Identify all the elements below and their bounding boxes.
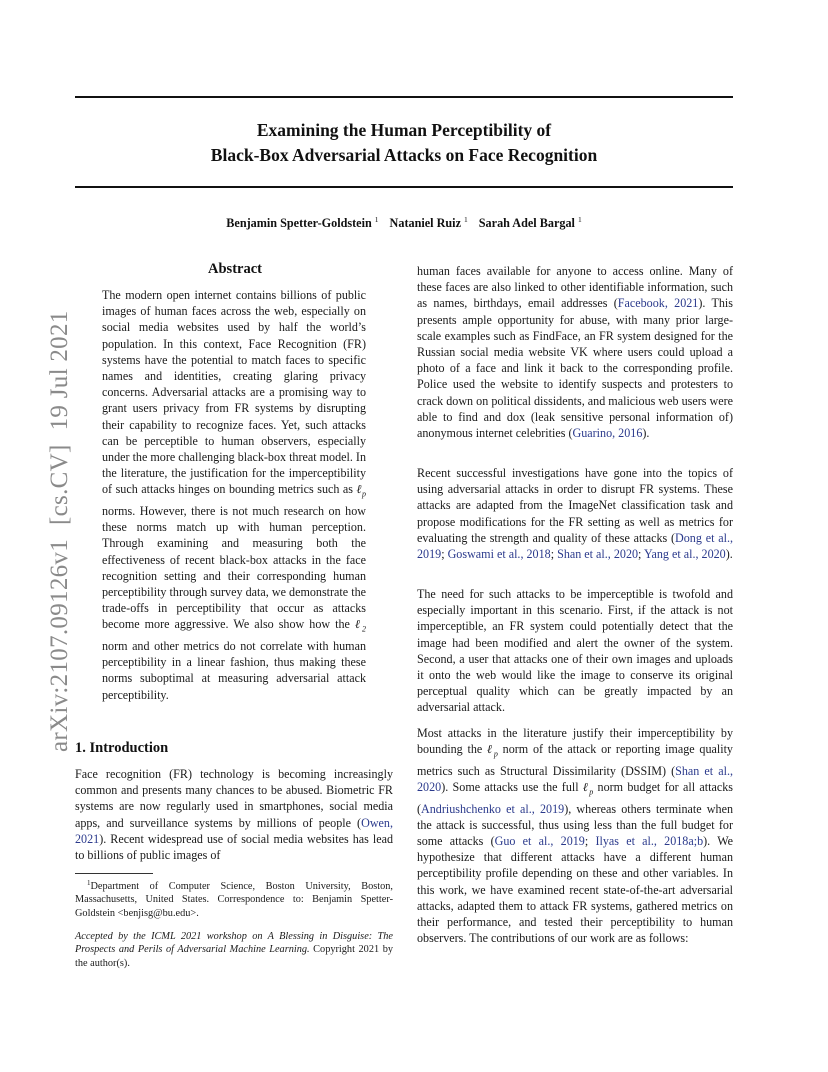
abstract-body [102,287,366,703]
math-lp [582,780,594,797]
abstract-heading: Abstract [208,261,262,277]
citation-link[interactable]: Yang et al., 2020 [643,547,726,562]
citation-link[interactable]: Goswami et al., 2018 [447,547,551,562]
arxiv-category: [cs.CV] [46,444,73,525]
body-text: norm of the attack or reporting image quality metrics such as Structural Dissimilarity (DSSIM) ( [417,742,733,778]
body-text: ). Some attacks use the full [441,780,583,795]
affiliation-marker: 1 [463,215,468,224]
citation-link[interactable]: Ilyas et al., 2018a;b [595,834,704,849]
body-text: ). [642,426,650,441]
math-sub: p [589,787,594,797]
body-text: ). Recent widespread use of social media websites has lead to billions of public images of [75,831,393,863]
citation-link[interactable]: Guo et al., 2019 [494,834,585,849]
abstract-text: The modern open internet contains billions of public images of human faces across the web, especially on social media websites used by half the world’s population. In this context, Face Recognition (FR) systems have the potential to match faces to specific names and identities, creating glaring privacy concerns. Adversarial attacks are a promising way to grant users privacy from FR systems by disrupting their capability to recognize faces. Yet, such attacks can be perceptible to human observers, especially under the more challenging black-box threat model. In the literature, the justification for the imperceptibility of such attacks hinges on bounding metrics such as [102,288,366,497]
intro-paragraph-2 [417,465,733,562]
accepted-note-venue: Accepted by the ICML 2021 workshop on A Blessing in Disguise: The Prospects and Perils of Adversarial Machine Learning. [75,931,393,956]
math-sub: p [493,749,498,759]
body-text: Recent successful investigations have gone into the topics of using adversarial attacks in order to disrupt FR systems. These attacks are adapted from the ImageNet classification task and propose modifications for the FR setting as well as metrics for evaluating the strength and quality of these attacks ( [417,466,733,545]
footnote-text: Department of Computer Science, Boston University, Boston, Massachusetts, United States. Correspondence to: Benjamin Spetter-Goldstein <benjisg@bu.edu>. [75,881,393,919]
author [479,216,582,230]
separator: ; [550,547,558,562]
intro-paragraph-1-continued [417,263,733,441]
section-heading-introduction: 1. Introduction [75,740,169,756]
accepted-note-copyright: Copyright 2021 by the author(s). [75,944,394,969]
math-sub: p [362,489,366,499]
intro-paragraph-3 [417,586,733,716]
paper-title [75,118,733,168]
math-base: ℓ [354,617,362,632]
body-text: Face recognition (FR) technology is becoming increasingly common and presents many chances to be abused. Biometric FR systems are now regularly used in smartphones, social media apps, and surveillance systems by millions of people ( [75,767,393,830]
body-text: ), whereas others terminate when the attack is successful, thus using less than the full budget for some attacks ( [417,801,733,849]
citation-link[interactable]: Shan et al., 2020 [417,763,733,795]
separator: ; [441,547,448,562]
citation-link[interactable]: Dong et al., 2019 [417,530,733,562]
math-lp [356,482,366,499]
author-name: Sarah Adel Bargal [478,216,575,230]
arxiv-id: arXiv:2107.09126v1 [46,538,73,752]
title-rule-bottom [75,186,733,188]
math-base: ℓ [487,742,494,757]
separator: ; [584,834,596,849]
abstract-text: norm and other metrics do not correlate with human perceptibility in a linear fashion, thus making these norms suboptimal at measuring adversarial attack perceptibility. [102,639,366,702]
body-text: ). We hypothesize that different attacks have a different human perceptibility profile depending on these and other variables. In this work, we have examined recent state-of-the-art adversarial attacks, adapted them to attack FR systems, gathered metrics on their performance, and tested their perceptibility to human observers. The contributions of our work are as follows: [417,834,734,946]
abstract-text: norms. However, there is not much research on how these norms match up with human perception. Through examining and measuring both the effectiveness of recent black-box attacks in the face recognition setting and their corresponding human perceptibility through survey data, we demonstrate the trade-offs in perceptibility that occur as attacks become more aggressive. We also show how the [102,504,366,632]
body-text: ). This presents ample opportunity for abuse, with many prior large-scale examples such as FindFace, an FR system designed for the Russian social media website VK where users could upload a photo of a face and link it back to the corresponding profile. Police used the website to identify suspects and protesters to crack down on political dissidents, and malicious web users were able to find and dox (leak sensitive personal information of) anonymous internet celebrities ( [417,296,733,441]
citation-link[interactable]: Shan et al., 2020 [557,547,639,562]
math-base: ℓ [582,780,590,795]
footnote [75,877,393,920]
title-rule-top [75,96,733,98]
citation-link[interactable]: Andriushchenko et al., 2019 [421,801,565,816]
citation-link[interactable]: Facebook, 2021 [617,296,699,311]
author-name: Nataniel Ruiz [389,216,461,230]
math-lp [487,742,498,759]
math-sub: 2 [362,624,366,634]
footnote-rule [75,873,153,874]
citation-link[interactable]: Guarino, 2016 [572,426,643,441]
affiliation-marker: 1 [374,215,379,224]
intro-paragraph-1 [75,766,393,863]
author [226,216,378,230]
affiliation-marker: 1 [577,215,582,224]
author-list [75,215,733,231]
math-l2 [354,617,366,634]
title-line-2: Black-Box Adversarial Attacks on Face Recognition [210,145,598,165]
arxiv-date: 19 Jul 2021 [46,310,73,431]
footnote-marker: 1 [87,879,91,887]
body-text: ). [725,547,733,562]
intro-paragraph-4 [417,725,733,946]
body-text: The need for such attacks to be imperceptible is twofold and especially important in this scenario. First, if the attack is not imperceptible, an FR system could potentially detect that the image had been modified and alert the owner of the system. Second, a user that attacks one of their own images and uploads it onto the web would like the image to conserve its original perceptual quality which can be greatly impacted by an adversarial attack. [417,587,733,715]
body-text: norm budget for all attacks ( [417,780,733,816]
accepted-note [75,930,393,970]
title-line-1: Examining the Human Perceptibility of [256,120,552,140]
separator: ; [638,547,644,562]
body-text: Most attacks in the literature justify their imperceptibility by bounding the [417,726,733,757]
citation-link[interactable]: Owen, 2021 [75,815,393,846]
author-name: Benjamin Spetter-Goldstein [226,216,372,230]
math-base: ℓ [356,482,362,497]
author [390,216,468,230]
arxiv-stamp [46,296,74,752]
body-text: human faces available for anyone to access online. Many of these faces are also linked to other identifiable information, such as names, birthdays, email addresses ( [417,264,733,311]
